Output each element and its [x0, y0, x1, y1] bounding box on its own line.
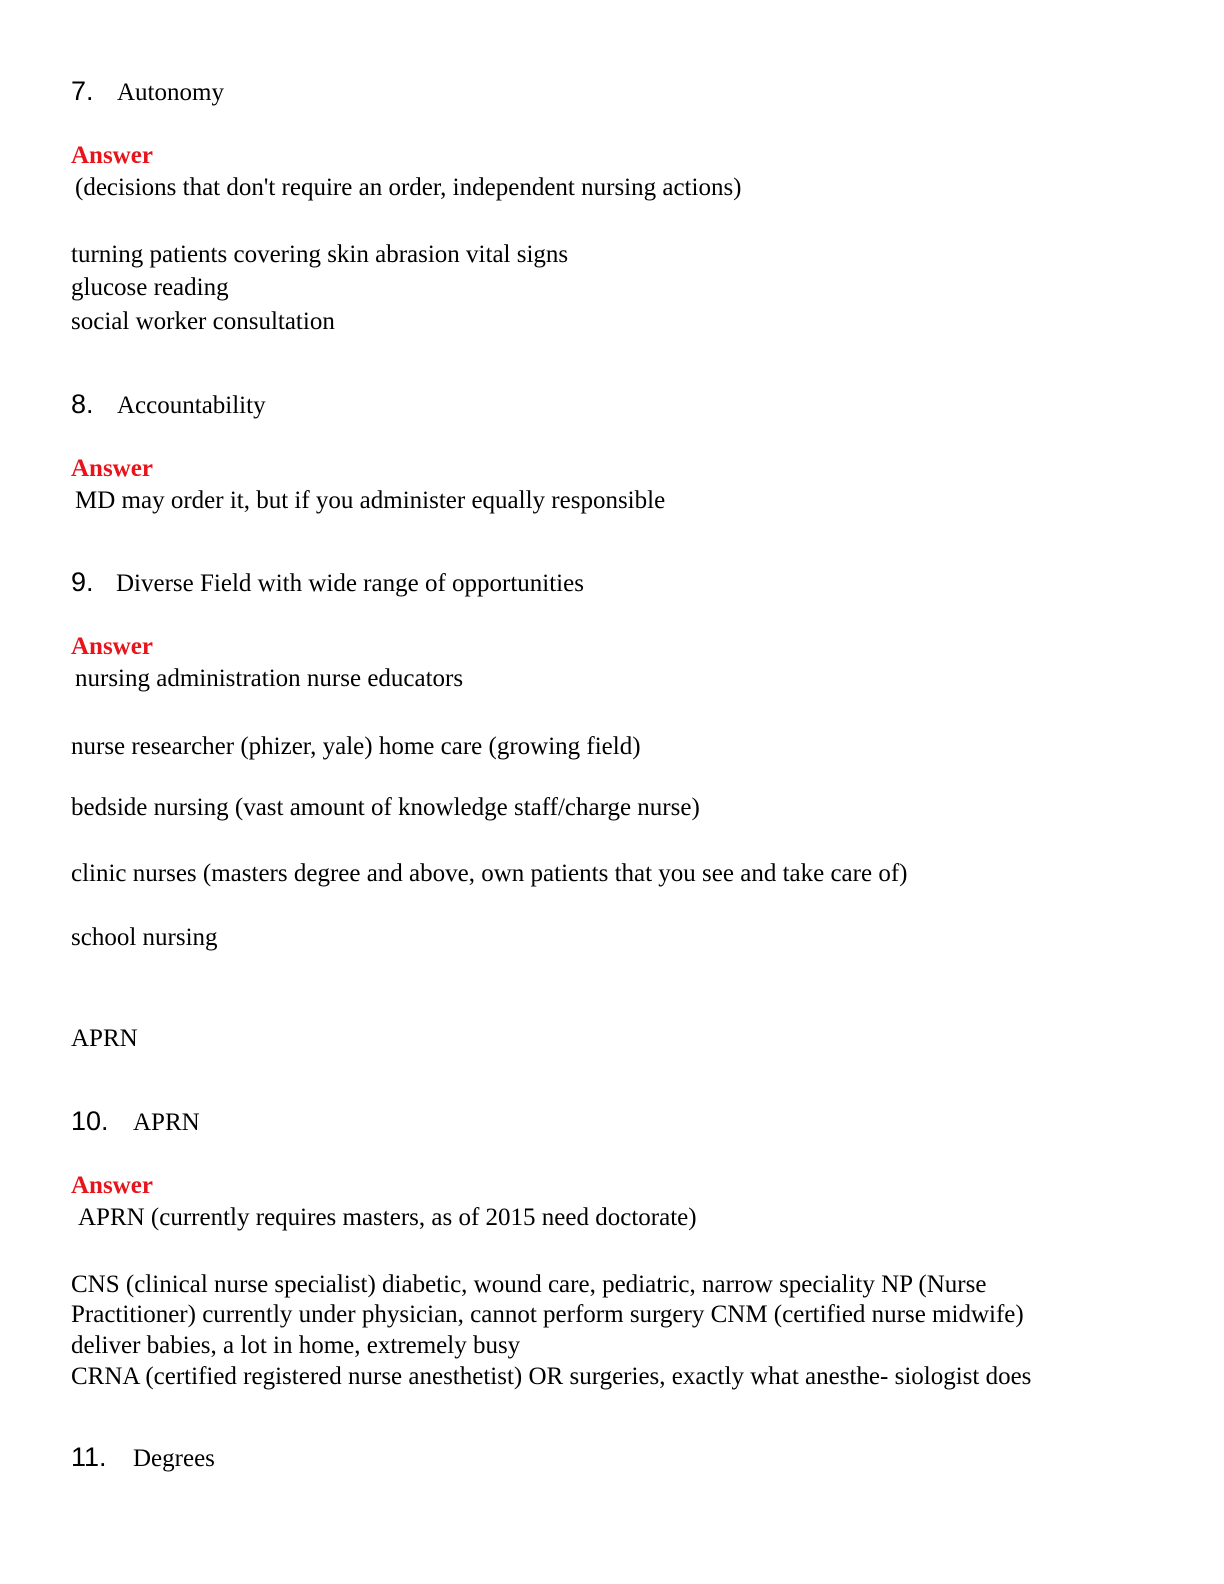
q7-answer-text: (decisions that don't require an order, independent nursing actions): [75, 174, 742, 201]
q9-answer-text: nursing administration nurse educators: [75, 665, 464, 692]
q9-answer-label: Answer: [71, 633, 153, 660]
q9-line-1: nurse researcher (phizer, yale) home care (growing field): [71, 733, 641, 760]
q9-number: 9.: [71, 567, 94, 597]
q7-number: 7.: [71, 76, 94, 106]
q9-line-4: school nursing: [71, 924, 218, 951]
q8-answer-text: MD may order it, but if you administer equally responsible: [75, 487, 666, 514]
q10-answer-text: APRN (currently requires masters, as of 2015 need doctorate): [78, 1204, 697, 1231]
q10-line-1: CNS (clinical nurse specialist) diabetic, wound care, pediatric, narrow speciality NP (Nurse: [71, 1271, 987, 1298]
q10-title: APRN: [133, 1109, 200, 1136]
q11-title: Degrees: [133, 1445, 215, 1472]
q7-answer-label: Answer: [71, 142, 153, 169]
q7-title: Autonomy: [117, 79, 224, 106]
q10-line-3: deliver babies, a lot in home, extremely busy: [71, 1332, 521, 1359]
q11-number: 11.: [71, 1442, 107, 1472]
q7-line-2: glucose reading: [71, 274, 229, 301]
q9-line-3: clinic nurses (masters degree and above, own patients that you see and take care of): [71, 860, 908, 887]
q9-line-2: bedside nursing (vast amount of knowledge staff/charge nurse): [71, 794, 700, 821]
q9-line-5: APRN: [71, 1025, 138, 1052]
q8-answer-label: Answer: [71, 455, 153, 482]
q9-title: Diverse Field with wide range of opportunities: [116, 570, 584, 597]
q8-number: 8.: [71, 389, 94, 419]
q7-line-3: social worker consultation: [71, 308, 335, 335]
q7-line-1: turning patients covering skin abrasion vital signs: [71, 241, 569, 268]
q10-line-2: Practitioner) currently under physician, cannot perform surgery CNM (certified nurse midwife): [71, 1301, 1024, 1328]
q10-line-4: CRNA (certified registered nurse anesthetist) OR surgeries, exactly what anesthe- siologist does: [71, 1363, 1032, 1390]
q10-number: 10.: [71, 1106, 109, 1136]
q8-title: Accountability: [117, 392, 266, 419]
q10-answer-label: Answer: [71, 1172, 153, 1199]
